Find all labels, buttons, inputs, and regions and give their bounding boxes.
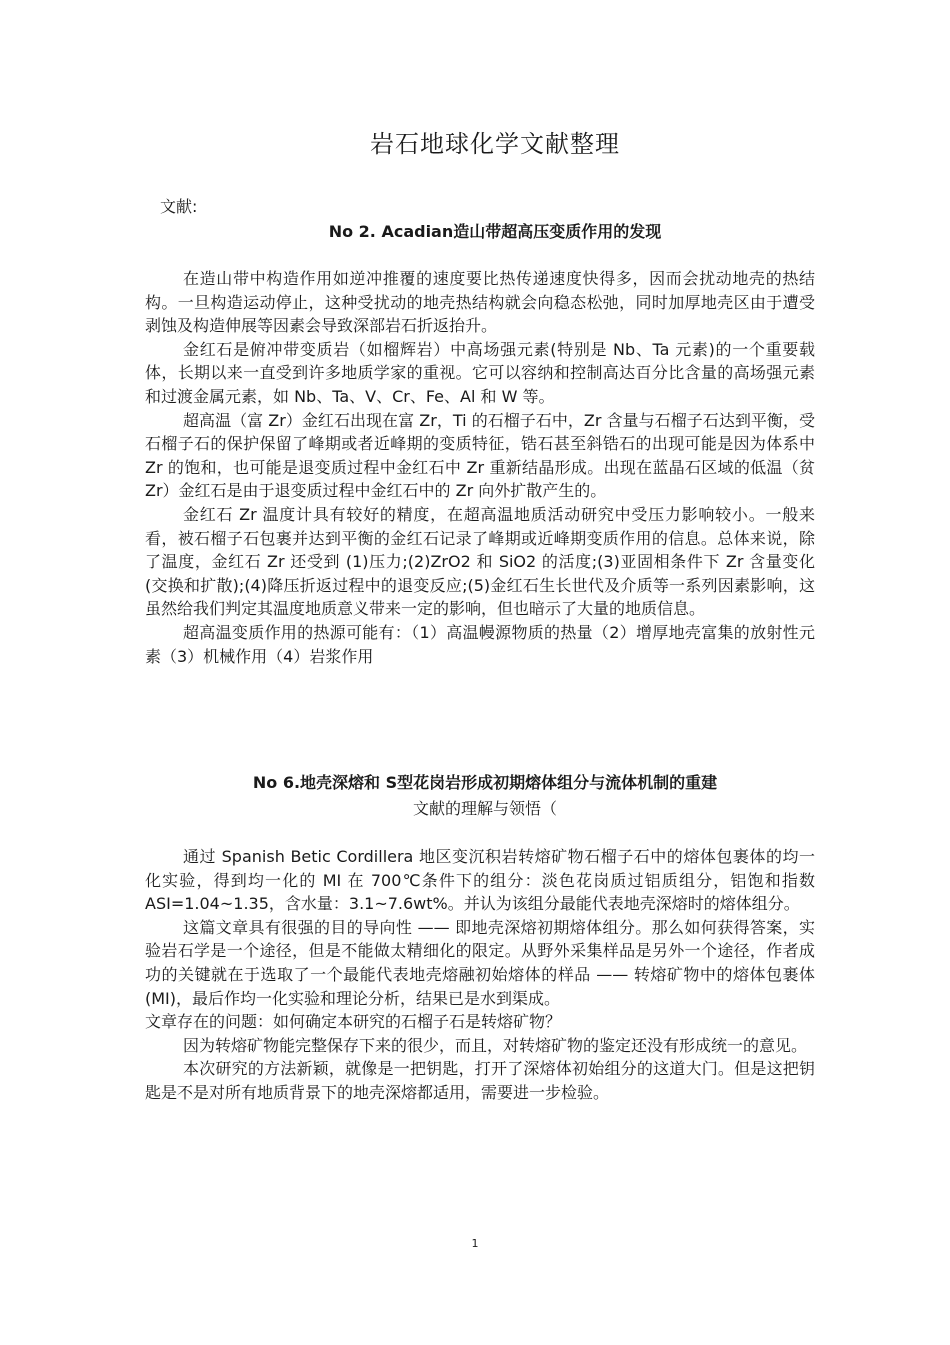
paragraph: 金红石 Zr 温度计具有较好的精度，在超高温地质活动研究中受压力影响较小。一般来看，被石榴子石包裹并达到平衡的金红石记录了峰期或近峰期变质作用的信息。总体来说，除了温度，金红石 Zr 还受到 (1)压力;(2)ZrO2 和 SiO2 的活度;(3)亚固相条件下 Zr 含量变化 (交换和扩散);(4)降压折返过程中的退变反应;(5)金红石生长世代及介质等一系列因素影响，这虽然给我们判定其温度地质意义带来一定的影响，但也暗示了大量的地质信息。	[145, 504, 815, 619]
question-line: 文章存在的问题：如何确定本研究的石榴子石是转熔矿物？	[145, 1012, 562, 1032]
section-1-heading-text: 造山带超高压变质作用的发现	[453, 222, 662, 241]
page-number: 1	[471, 1237, 479, 1250]
paragraph: 因为转熔矿物能完整保存下来的很少，而且，对转熔矿物的鉴定还没有形成统一的意见。	[183, 1035, 808, 1055]
section-1-heading	[0, 219, 950, 242]
page-title: 岩石地球化学文献整理	[370, 130, 620, 158]
section-1-heading-number: No 2. Acadian	[328, 222, 454, 241]
section-1-body	[145, 267, 815, 668]
paragraph: 这篇文章具有很强的目的导向性 —— 即地壳深熔初期熔体组分。那么如何获得答案，实验岩石学是一个途径，但是不能做太精细化的限定。从野外采集样品是另外一个途径，作者成功的关键就在于选取了一个最能代表地壳熔融初始熔体的样品 —— 转熔矿物中的熔体包裹体 (MI)，最后作均一化实验和理论分析，结果已是水到渠成。	[145, 917, 815, 1008]
paragraph: 通过 Spanish Betic Cordillera 地区变沉积岩转熔矿物石榴子石中的熔体包裹体的均一化实验，得到均一化的 MI 在 700℃条件下的组分：淡色花岗质过铝质组分，铝饱和指数 ASI=1.04~1.35，含水量：3.1~7.6wt%。并认为该组分最能代表地壳深熔时的熔体组分。	[145, 847, 815, 914]
section-2-heading-number: No 6.	[252, 773, 301, 792]
paragraph: 超高温（富 Zr）金红石出现在富 Zr，Ti 的石榴子石中，Zr 含量与石榴子石达到平衡，受石榴子石的保护保留了峰期或者近峰期的变质特征，锆石甚至斜锆石的出现可能是因为体系中 Zr 的饱和，也可能是退变质过程中金红石中 Zr 重新结晶形成。出现在蓝晶石区域的低温（贫 Zr）金红石是由于退变质过程中金红石中的 Zr 向外扩散产生的。	[145, 410, 815, 501]
paragraph: 金红石是俯冲带变质岩（如榴辉岩）中高场强元素(特别是 Nb、Ta 元素)的一个重要载体，长期以来一直受到许多地质学家的重视。它可以容纳和控制高达百分比含量的高场强元素和过渡金属元素，如 Nb、Ta、V、Cr、Fe、Al 和 W 等。	[145, 339, 815, 406]
section-2-body	[145, 845, 815, 1105]
section-2-heading	[0, 770, 950, 793]
section-2-heading-text: 地壳深熔和 S型花岗岩形成初期熔体组分与流体机制的重建	[300, 773, 718, 792]
paragraph: 在造山带中构造作用如逆冲推覆的速度要比热传递速度快得多，因而会扰动地壳的热结构。一旦构造运动停止，这种受扰动的地壳热结构就会向稳态松弛，同时加厚地壳区由于遭受剥蚀及构造伸展等因素会导致深部岩石折返抬升。	[145, 269, 815, 336]
paragraph: 超高温变质作用的热源可能有：（1）高温幔源物质的热量（2）增厚地壳富集的放射性元素（3）机械作用（4）岩浆作用	[145, 622, 815, 666]
references-label: 文献:	[160, 197, 198, 216]
section-2-subheading: 文献的理解与领悟（	[412, 799, 557, 818]
paragraph: 本次研究的方法新颖，就像是一把钥匙，打开了深熔体初始组分的这道大门。但是这把钥匙是不是对所有地质背景下的地壳深熔都适用，需要进一步检验。	[145, 1059, 815, 1102]
